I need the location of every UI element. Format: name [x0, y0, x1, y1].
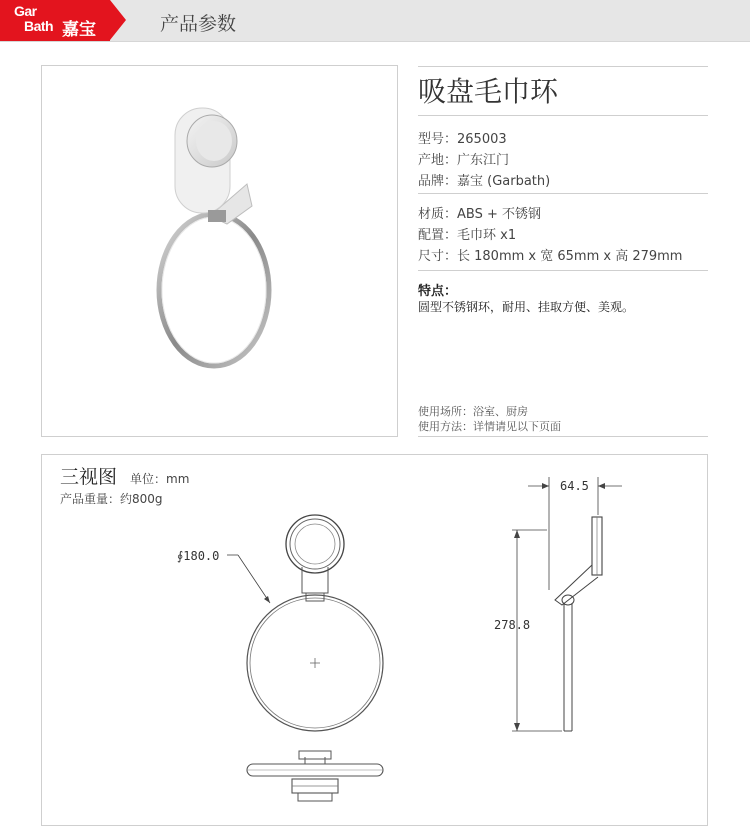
dim-width-label: 64.5 [560, 479, 589, 493]
three-view-panel [41, 454, 708, 826]
logo-text-bath: Bath [24, 18, 54, 34]
product-brand: 品牌：嘉宝 (Garbath) [418, 174, 551, 189]
logo-text-cn: 嘉宝 [62, 20, 96, 40]
divider-3 [418, 270, 708, 271]
features-text: 圆型不锈钢环，耐用、挂取方便、美观。 [418, 300, 635, 314]
usage-place: 使用场所：浴室、厨房 [418, 405, 528, 418]
product-size: 尺寸：长 180mm x 宽 65mm x 高 279mm [418, 249, 683, 264]
technical-drawing [42, 455, 707, 825]
usage-method: 使用方法：详情请见以下页面 [418, 420, 561, 433]
dim-diameter-label: ∮180.0 [177, 549, 220, 563]
divider-bottom [418, 436, 708, 437]
logo-arrow-shape [110, 0, 126, 40]
product-config: 配置：毛巾环 x1 [418, 228, 517, 243]
divider-top [418, 66, 708, 67]
logo-text-gar: Gar [14, 3, 37, 19]
product-origin: 产地：广东江门 [418, 153, 510, 168]
dim-height-label: 278.8 [494, 618, 531, 632]
towel-ring-photo-icon [42, 66, 397, 436]
divider-1 [418, 115, 708, 116]
product-material: 材质：ABS + 不锈钢 [418, 207, 541, 222]
product-weight: 产品重量：约800g [60, 492, 163, 506]
product-photo [41, 65, 398, 437]
product-name: 吸盘毛巾环 [418, 75, 559, 108]
features-title: 特点： [418, 284, 458, 299]
brand-logo[interactable] [0, 0, 110, 41]
page-title: 产品参数 [160, 13, 237, 35]
header-bar [0, 0, 750, 42]
three-view-title: 三视图 [60, 466, 118, 488]
divider-2 [418, 193, 708, 194]
product-model: 型号：265003 [418, 132, 507, 147]
three-view-unit: 单位：mm [130, 472, 190, 486]
